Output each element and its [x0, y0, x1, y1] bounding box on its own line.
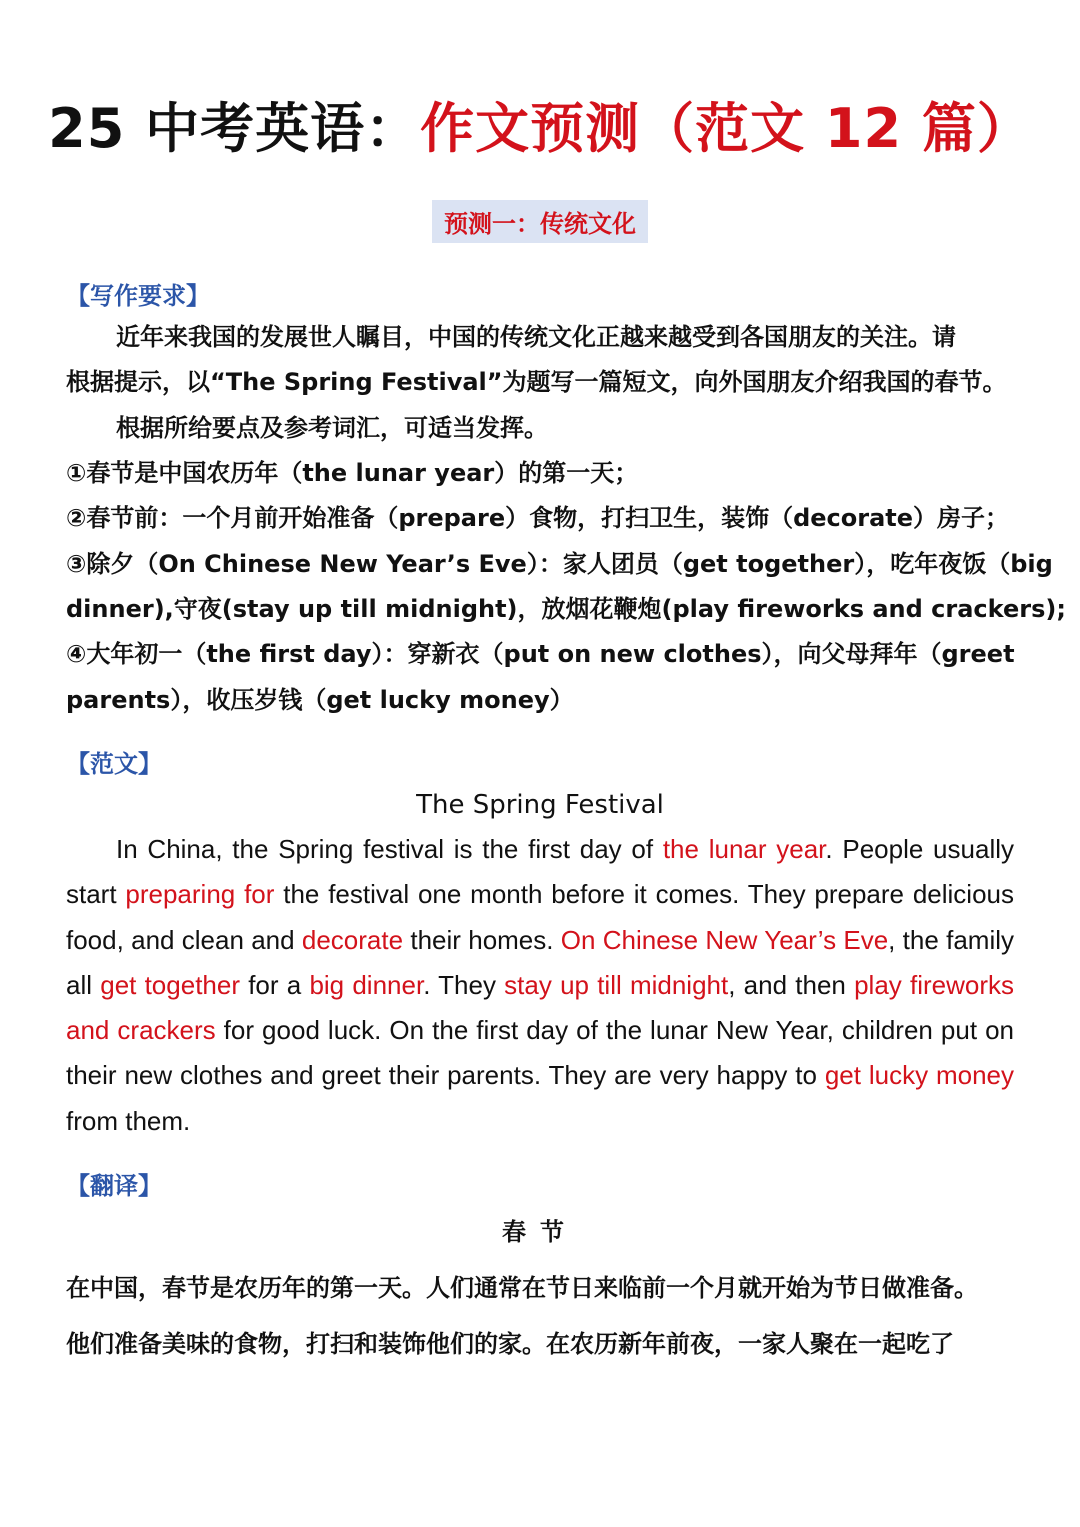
requirement-point-2: ②春节前：一个月前开始准备（prepare）食物，打扫卫生，装饰（decorate）房子；: [66, 504, 1010, 532]
requirement-line: 近年来我国的发展世人瞩目，中国的传统文化正越来越受到各国朋友的关注。请: [116, 323, 956, 351]
essay-body: [66, 827, 1014, 1144]
requirement-line: dinner),守夜(stay up till midnight)，放烟花鞭炮(play fireworks and crackers);: [66, 595, 1066, 623]
essay-key-phrase: preparing for: [125, 879, 275, 910]
requirement-point-4: ④大年初一（the first day）：穿新衣（put on new clothes），向父母拜年（greet: [66, 640, 1015, 668]
section-subtitle: 预测一：传统文化: [432, 200, 648, 243]
requirement-line: 根据所给要点及参考词汇，可适当发挥。: [116, 414, 548, 442]
essay-text: . People usually start: [66, 834, 1014, 910]
essay-key-phrase: On Chinese New Year’s Eve: [560, 924, 889, 955]
requirement-point-3: ③除夕（On Chinese New Year’s Eve）：家人团员（get together），吃年夜饭（big: [66, 550, 1053, 578]
essay-text: for good luck. On the first day of the lunar New Year, children put on their new clothes and greet their parents. They are very happy to: [66, 1015, 1015, 1091]
requirement-line: parents），收压岁钱（get lucky money）: [66, 686, 574, 714]
essay-key-phrase: play fireworks and crackers: [66, 969, 1014, 1046]
translation-label: 【翻译】: [66, 1172, 162, 1200]
essay-text: . They: [423, 969, 505, 1000]
essay-title: The Spring Festival: [416, 790, 664, 820]
page-title: [0, 86, 1080, 163]
essay-key-phrase: get lucky money: [824, 1060, 1014, 1091]
subtitle-wrapper: [0, 200, 1080, 243]
essay-key-phrase: decorate: [301, 924, 404, 955]
essay-text: , the family all: [66, 924, 1014, 1000]
translation-line: 他们准备美味的食物，打扫和装饰他们的家。在农历新年前夜，一家人聚在一起吃了: [66, 1330, 954, 1358]
essay-key-phrase: get together: [100, 969, 240, 1000]
title-highlight: 作文预测（范文 12 篇）: [420, 97, 1032, 160]
essay-text: from them.: [66, 1105, 191, 1136]
translation-line: 在中国，春节是农历年的第一天。人们通常在节日来临前一个月就开始为节日做准备。: [66, 1274, 978, 1302]
essay-text: their homes.: [403, 924, 561, 955]
essay-text: the festival one month before it comes. They prepare delicious food, and clean and: [66, 879, 1014, 955]
essay-key-phrase: the lunar year: [662, 834, 826, 864]
title-prefix: 25 中考英语：: [48, 97, 421, 160]
requirements-label: 【写作要求】: [66, 282, 210, 310]
requirement-line: 根据提示，以“The Spring Festival”为题写一篇短文，向外国朋友介绍我国的春节。: [66, 368, 1007, 396]
essay-key-phrase: stay up till midnight: [504, 969, 729, 1000]
translation-title: 春节: [502, 1218, 578, 1246]
essay-text: In China, the Spring festival is the first day of: [116, 834, 663, 864]
essay-text: , and then: [728, 969, 855, 1000]
requirement-point-1: ①春节是中国农历年（the lunar year）的第一天；: [66, 459, 639, 487]
essay-label: 【范文】: [66, 750, 162, 778]
essay-key-phrase: big dinner: [309, 969, 424, 1000]
essay-text: for a: [240, 969, 310, 1000]
